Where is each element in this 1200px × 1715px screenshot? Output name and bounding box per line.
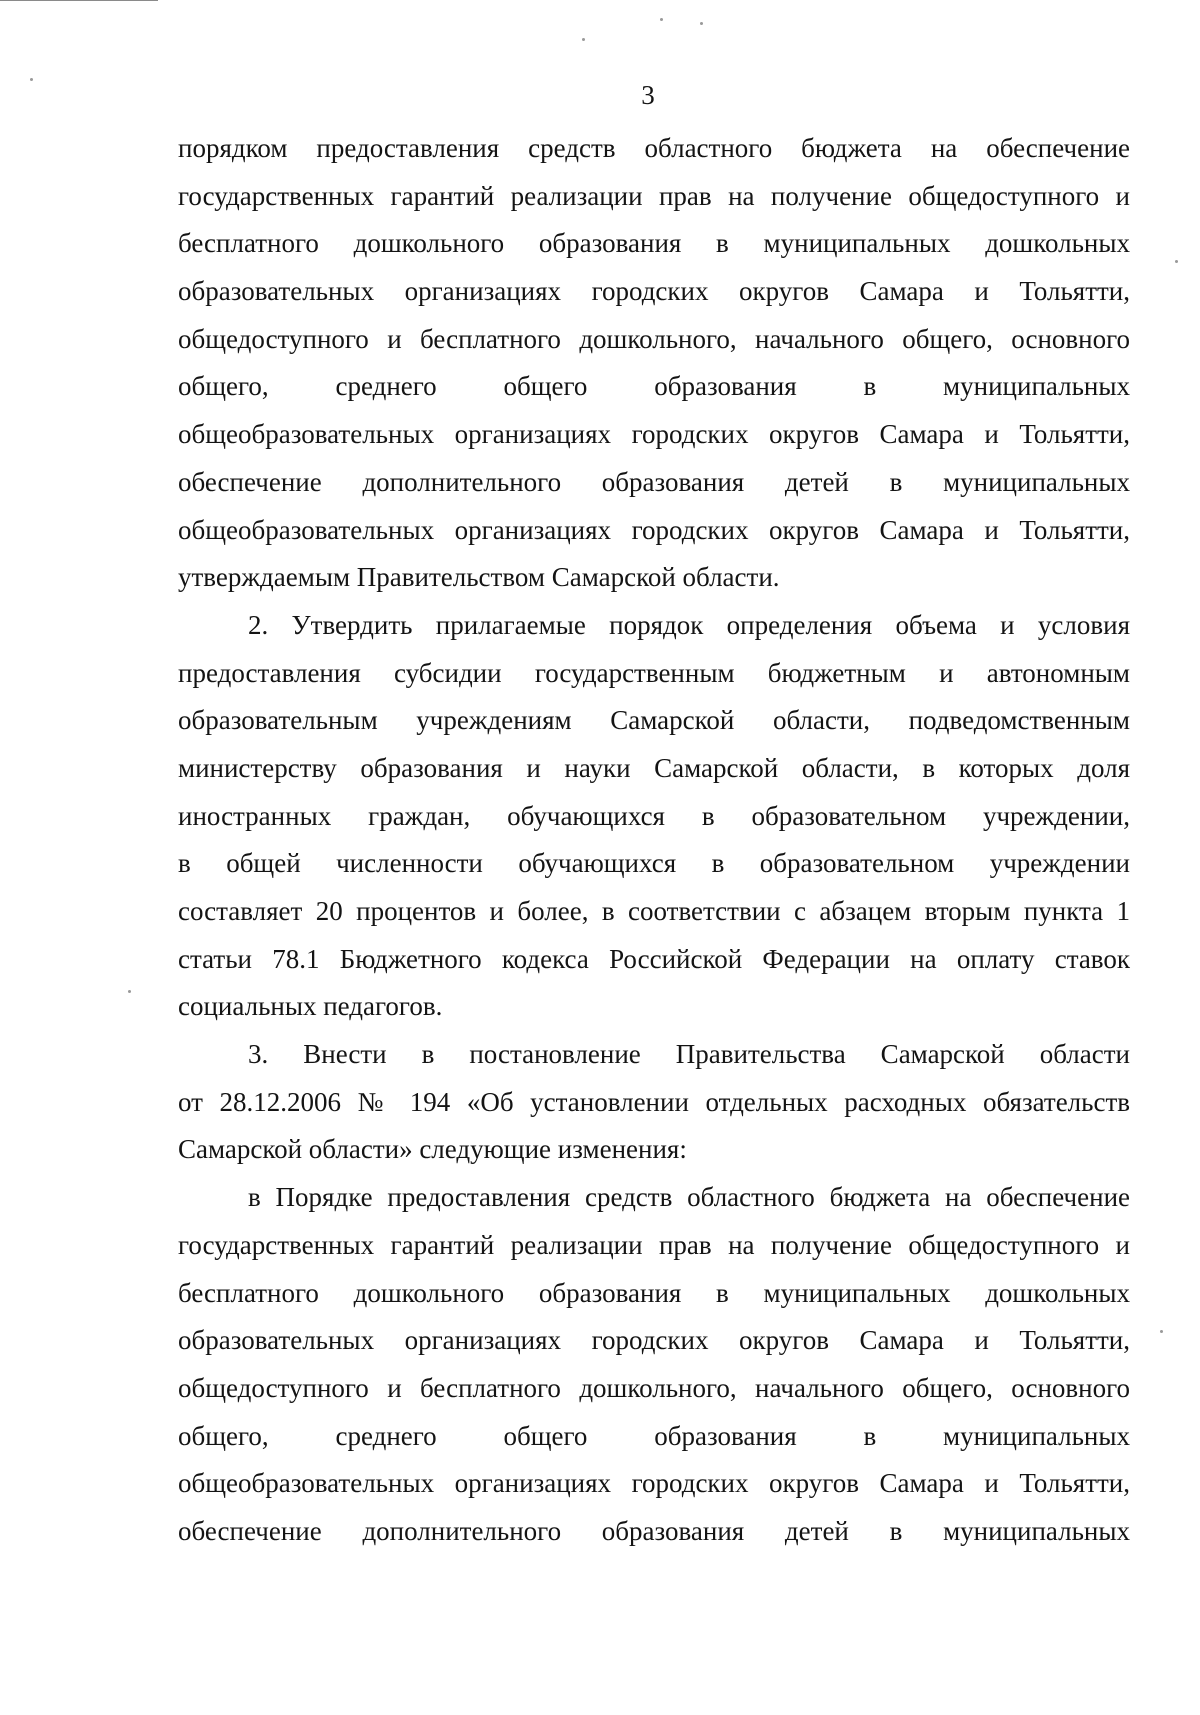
text-line: иностранных граждан, обучающихся в образовательном учреждении, <box>178 800 1130 831</box>
paragraph <box>178 1174 1130 1556</box>
text-line: общего, среднего общего образования в муниципальных <box>178 1420 1130 1451</box>
text-line: общеобразовательных организациях городских округов Самара и Тольятти, <box>178 419 1130 450</box>
scan-speck <box>700 22 703 25</box>
scan-speck <box>128 990 131 993</box>
text-line: бесплатного дошкольного образования в муниципальных дошкольных <box>178 1277 1130 1308</box>
paragraph <box>178 125 1130 602</box>
text-line: обеспечение дополнительного образования детей в муниципальных <box>178 466 1130 497</box>
text-line: 3. Внести в постановление Правительства Самарской области <box>248 1039 1130 1070</box>
text-line: общедоступного и бесплатного дошкольного, начального общего, основного <box>178 323 1130 354</box>
text-line: обеспечение дополнительного образования детей в муниципальных <box>178 1515 1130 1546</box>
scan-speck <box>1160 1330 1163 1333</box>
text-line: утверждаемым Правительством Самарской области. <box>178 562 780 593</box>
text-line: образовательных организациях городских округов Самара и Тольятти, <box>178 276 1130 307</box>
text-line: в Порядке предоставления средств областного бюджета на обеспечение <box>248 1182 1130 1213</box>
text-line: 2. Утвердить прилагаемые порядок определения объема и условия <box>248 609 1130 640</box>
text-line: общедоступного и бесплатного дошкольного, начального общего, основного <box>178 1372 1130 1403</box>
page-number: 3 <box>641 80 655 110</box>
paragraph <box>178 602 1130 1031</box>
text-line: общеобразовательных организациях городских округов Самара и Тольятти, <box>178 1468 1130 1499</box>
text-line: общеобразовательных организациях городских округов Самара и Тольятти, <box>178 514 1130 545</box>
document-body <box>178 125 1130 1556</box>
text-line: государственных гарантий реализации прав на получение общедоступного и <box>178 180 1130 211</box>
text-line: общего, среднего общего образования в муниципальных <box>178 371 1130 402</box>
text-line: бесплатного дошкольного образования в муниципальных дошкольных <box>178 228 1130 259</box>
text-line: составляет 20 процентов и более, в соответствии с абзацем вторым пункта 1 <box>178 896 1130 926</box>
text-line: предоставления субсидии государственным бюджетным и автономным <box>178 657 1130 688</box>
text-line: образовательным учреждениям Самарской области, подведомственным <box>178 705 1130 736</box>
text-line: образовательных организациях городских округов Самара и Тольятти, <box>178 1325 1130 1356</box>
text-line: социальных педагогов. <box>178 991 443 1022</box>
scan-speck <box>660 18 663 21</box>
text-line: государственных гарантий реализации прав на получение общедоступного и <box>178 1229 1130 1260</box>
text-line: от 28.12.2006 № 194 «Об установлении отдельных расходных обязательств <box>178 1086 1130 1117</box>
text-line: Самарской области» следующие изменения: <box>178 1134 687 1165</box>
text-line: порядком предоставления средств областного бюджета на обеспечение <box>178 133 1130 163</box>
paragraph <box>178 1031 1130 1174</box>
text-line: министерству образования и науки Самарской области, в которых доля <box>178 752 1130 783</box>
scan-speck <box>582 38 585 41</box>
text-line: статьи 78.1 Бюджетного кодекса Российской Федерации на оплату ставок <box>178 943 1130 974</box>
scan-speck <box>1175 260 1178 263</box>
scan-edge-line <box>0 0 158 1</box>
scan-speck <box>30 78 33 81</box>
text-line: в общей численности обучающихся в образовательном учреждении <box>178 848 1130 879</box>
